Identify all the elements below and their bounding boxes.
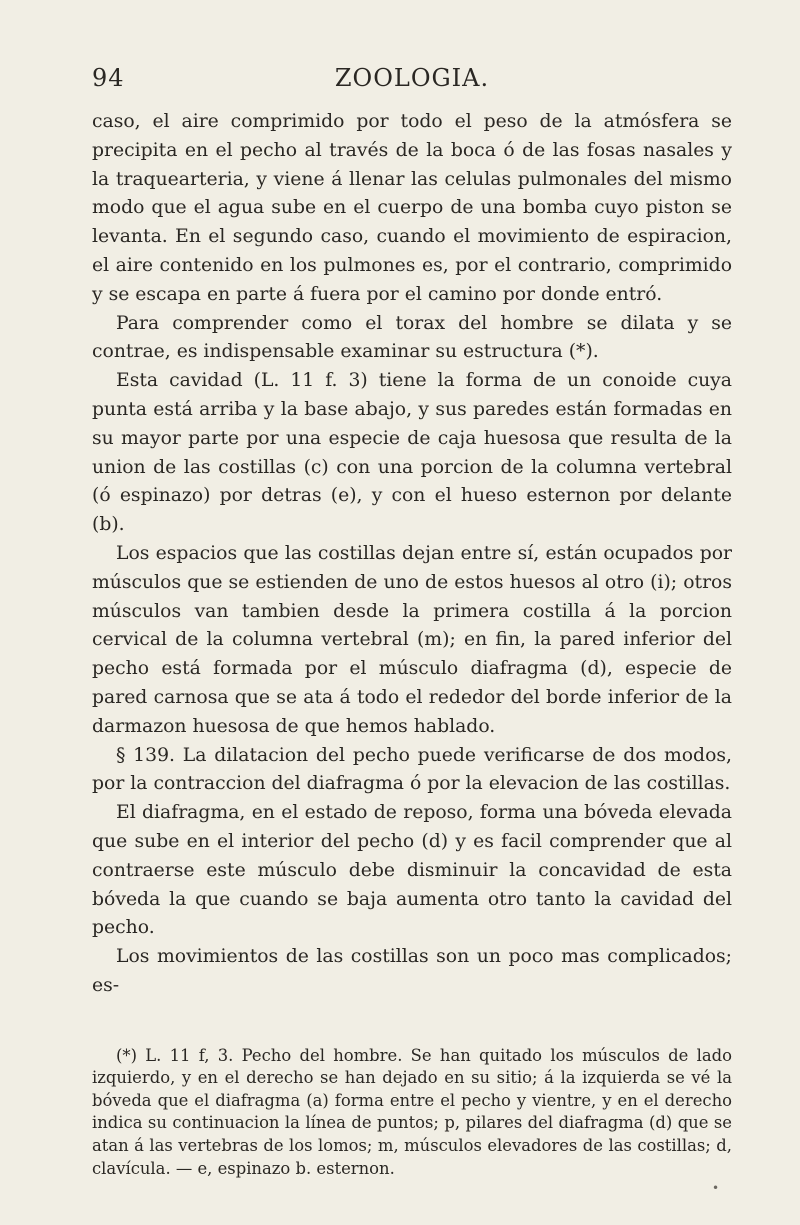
paragraph-espacios: Los espacios que las costillas dejan entre sí, están ocupados por músculos que se estienden de uno de estos huesos al otro (i); otros músculos van tambien desde la primera costilla á la porcion cervical de la columna vertebral (m); en fin, la pared inferior del pecho está formada por el músculo diafragma (d), especie de pared carnosa que se ata á todo el rededor del borde inferior de la darmazon huesosa de que hemos hablado. <box>92 542 732 737</box>
running-title: ZOOLOGIA. <box>334 64 490 92</box>
paragraph-section-139: § 139. La dilatacion del pecho puede verificarse de dos modos, por la contraccion del diafragma ó por la elevacion de las costillas. <box>92 744 732 795</box>
paragraph-movimientos: Los movimientos de las costillas son un poco mas complicados; es- <box>92 946 732 996</box>
footnote <box>92 1045 732 1181</box>
paragraph-torax: Para comprender como el torax del hombre se dilata y se contrae, es indispensable examinar su estructura (*). <box>92 312 732 363</box>
paragraph-continuation: caso, el aire comprimido por todo el peso de la atmósfera se precipita en el pecho al través de la boca ó de las fosas nasales y la traquearteria, y viene á llenar las celulas pulmonales del mismo modo que el agua sube en el cuerpo de una bomba cuyo piston se levanta. En el segundo caso, cuando el movimiento de espiracion, el aire contenido en los pulmones es, por el contrario, comprimido y se escapa en parte á fuera por el camino por donde entró. <box>92 111 732 305</box>
book-page <box>92 60 732 1180</box>
page-header <box>92 60 732 100</box>
body-text <box>92 108 732 1001</box>
footnote-text: (*) L. 11 f, 3. Pecho del hombre. Se han quitado los músculos de lado izquierdo, y en el derecho se han dejado en su sitio; á la izquierda se vé la bóveda que el diafragma (a) forma entre el pecho y vientre, y en el derecho indica su continuacion la línea de puntos; p, pilares del diafragma (d) que se atan á las vertebras de los lomos; m, músculos elevadores de las costillas; d, clavícula. — e, espinazo b. esternon. <box>92 1045 732 1178</box>
page-number: 94 <box>92 64 125 92</box>
paragraph-cavidad: Esta cavidad (L. 11 f. 3) tiene la forma de un conoide cuya punta está arriba y la base abajo, y sus paredes están formadas en su mayor parte por una especie de caja huesosa que resulta de la union de las costillas (c) con una porcion de la columna vertebral (ó espinazo) por detras (e), y con el hueso esternon por delante (b). <box>92 370 732 536</box>
paragraph-diafragma: El diafragma, en el estado de reposo, forma una bóveda elevada que sube en el interior del pecho (d) y es facil comprender que al contraerse este músculo debe disminuir la concavidad de esta bóveda la que cuando se baja aumenta otro tanto la cavidad del pecho. <box>92 802 732 939</box>
stray-mark: • <box>712 1181 720 1195</box>
